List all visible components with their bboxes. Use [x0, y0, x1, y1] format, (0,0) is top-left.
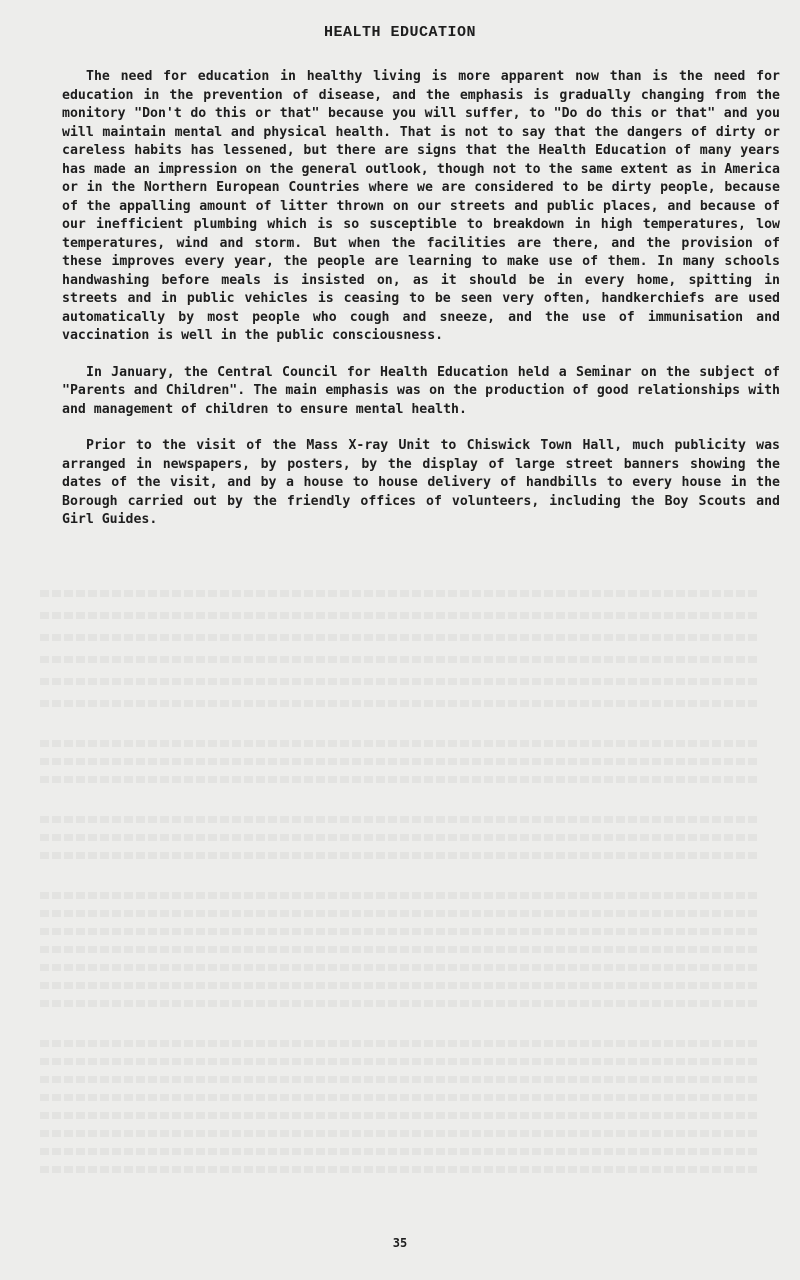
paragraph-central-council-seminar: In January, the Central Council for Health Education held a Seminar on the subject of "Parents and Children". The main emphasis was on the production of good relationships with and management of children to ensure mental health.: [62, 364, 780, 417]
paragraph-mass-xray-publicity: Prior to the visit of the Mass X-ray Unit to Chiswick Town Hall, much publicity was arranged in newspapers, by posters, by the display of large street banners showing the dates of the visit, and by a house to house delivery of handbills to every house in the Borough carried out by the friendly offices of volunteers, including the Boy Scouts and Girl Guides.: [62, 438, 780, 527]
body-text: [62, 68, 780, 530]
paragraph-healthy-living: The need for education in healthy living is more apparent now than is the need for education in the prevention of disease, and the emphasis is gradually changing from the monitory "Don't do this or that" because you will suffer, to "Do do this or that" and you will maintain mental and physical health. That is not to say that the dangers of dirty or careless habits has lessened, but there are signs that the Health Education of many years has made an impression on the general outlook, though not to the same extent as in America or in the Northern European Countries where we are considered to be dirty people, because of the appalling amount of litter thrown on our streets and public places, and because of our inefficient plumbing which is so susceptible to breakdown in high temperatures, low temperatures, wind and storm. But when the facilities are there, and the provision of these improves every year, the people are learning to make use of them. In many schools handwashing before meals is insisted on, as it should be in every home, spitting in streets and in public vehicles is ceasing to be seen very often, handkerchiefs are used automatically by most people who cough and sneeze, and the use of immunisation and vaccination is well in the public consciousness.: [62, 69, 780, 343]
page-number: 35: [392, 1236, 408, 1250]
page-heading: HEALTH EDUCATION: [323, 24, 477, 41]
